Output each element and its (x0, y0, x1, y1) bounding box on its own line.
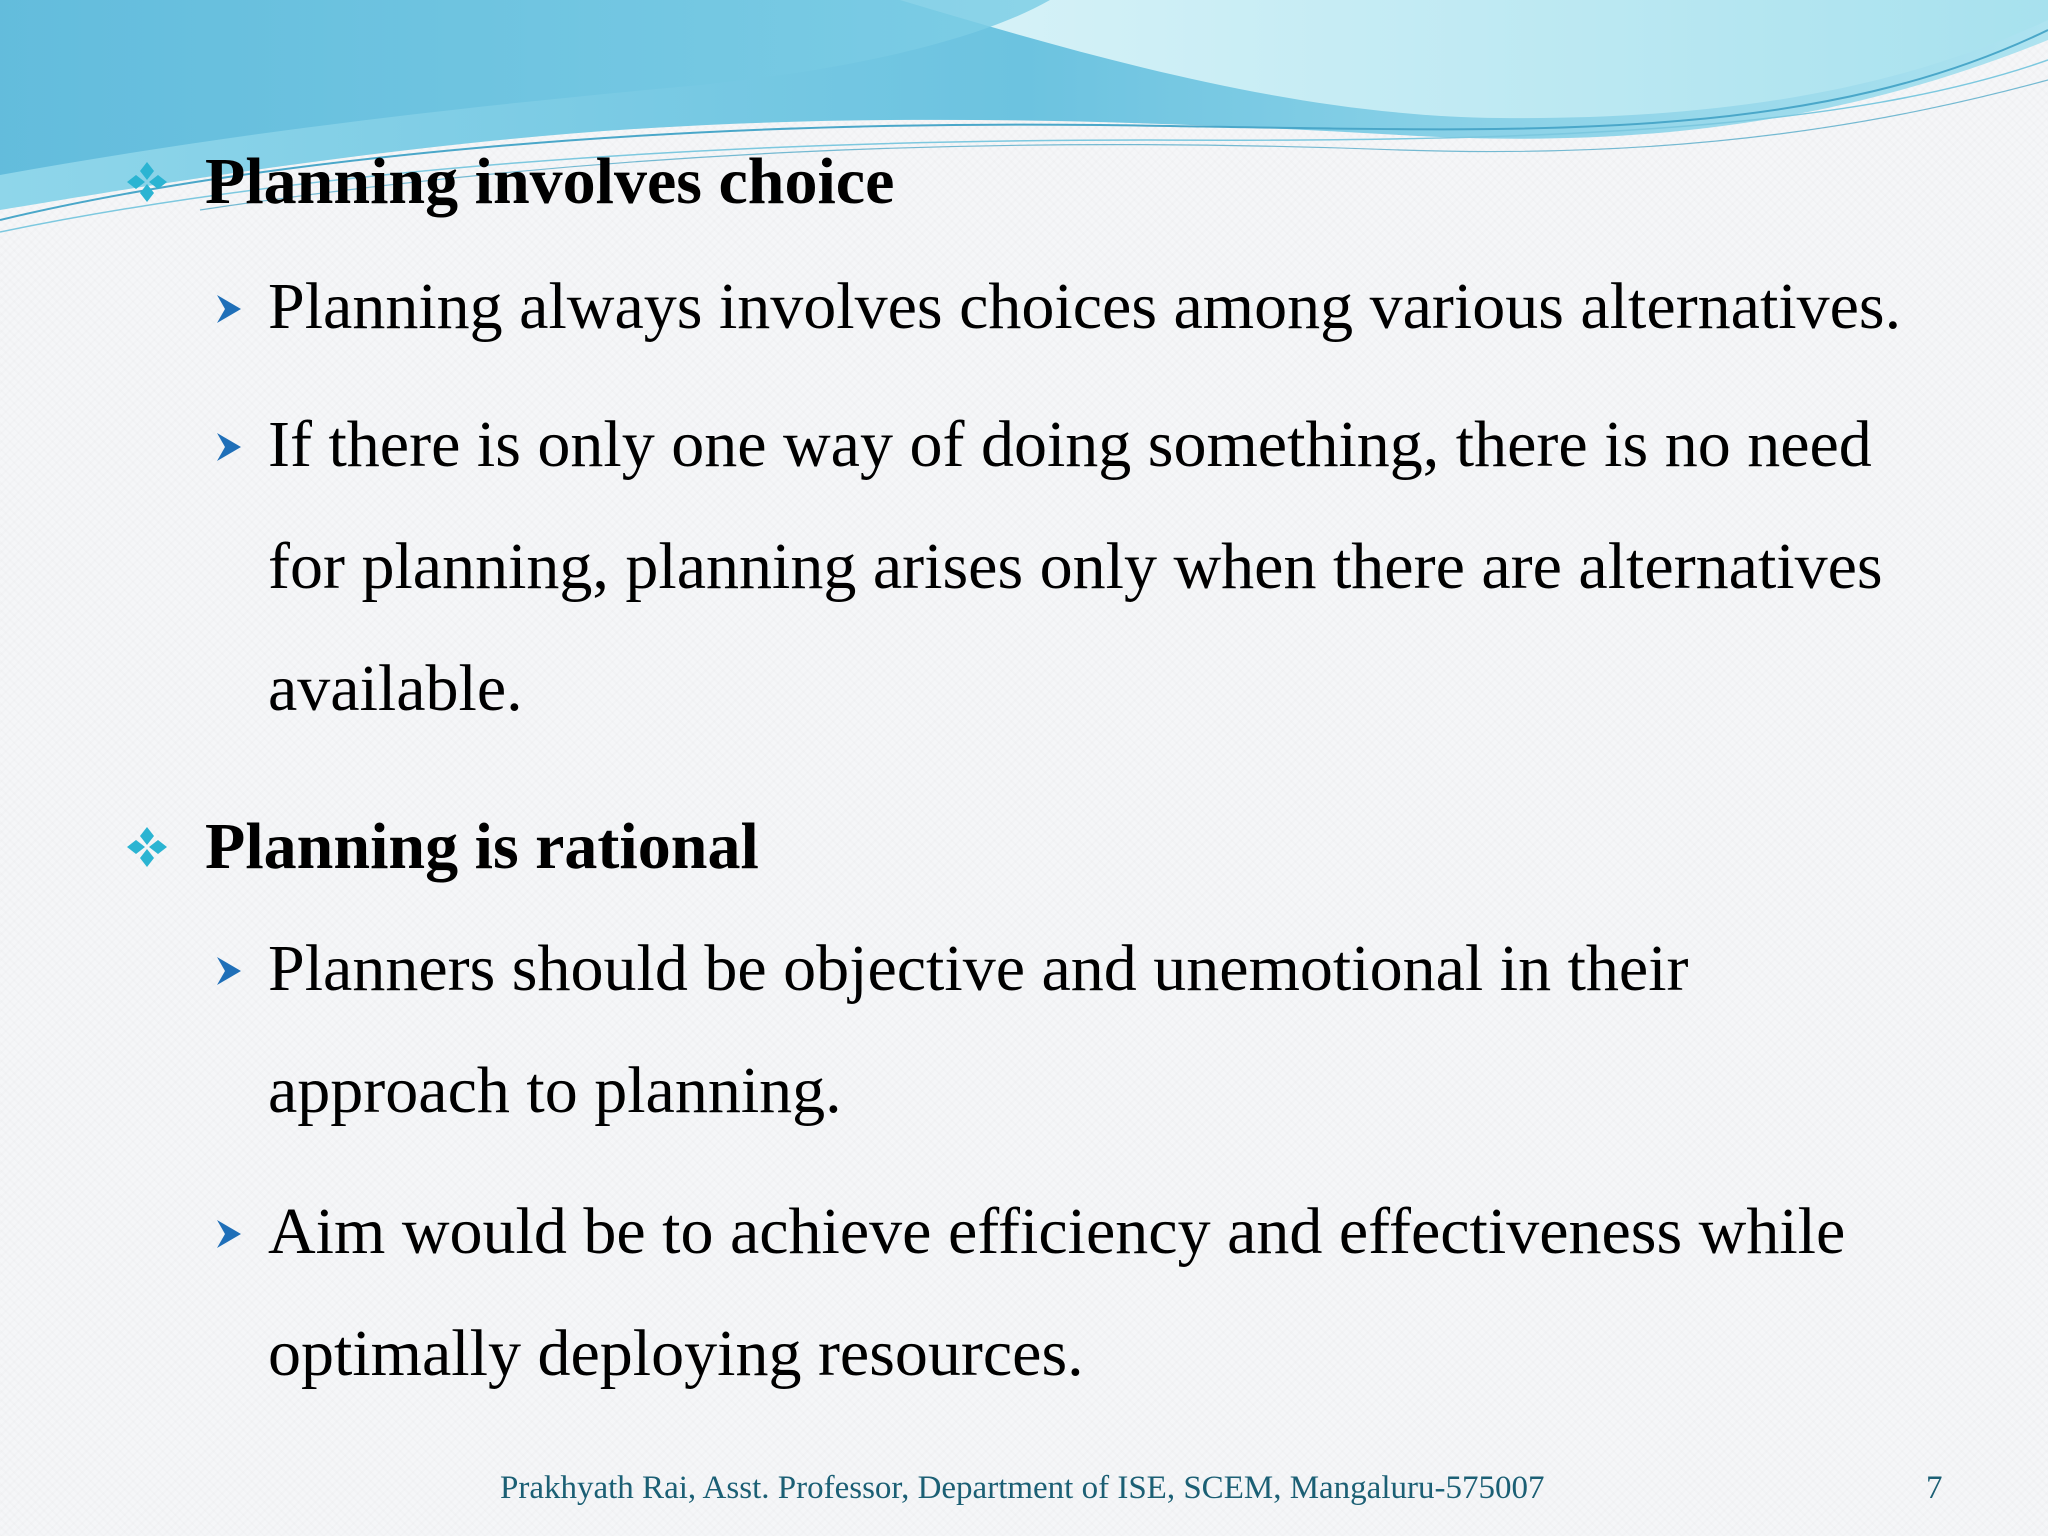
diamond-bullet-icon (125, 825, 169, 869)
text-line: If there is only one way of doing something, there is no need (268, 408, 1872, 481)
page-number: 7 (1926, 1470, 1943, 1506)
sub-point-text (268, 246, 2014, 368)
text-line: approach to planning. (268, 1054, 842, 1127)
text-line: available. (268, 652, 523, 725)
text-line: for planning, planning arises only when there are alternatives (268, 530, 1883, 603)
text-line: Planners should be objective and unemotional in their (268, 932, 1689, 1005)
sub-point (214, 1188, 2014, 1415)
arrow-bullet-icon (214, 1218, 244, 1250)
footer-credit: Prakhyath Rai, Asst. Professor, Department of ISE, SCEM, Mangaluru-575007 (500, 1470, 1545, 1506)
diamond-bullet-icon (125, 160, 169, 204)
bullet-heading-text: Planning involves choice (205, 145, 895, 218)
text-line: optimally deploying resources. (268, 1317, 1084, 1390)
arrow-bullet-icon (214, 431, 244, 463)
bullet-heading-2 (125, 807, 759, 887)
sub-point (214, 401, 2014, 750)
sub-point (214, 925, 2014, 1152)
sub-point-text (268, 1171, 2014, 1415)
arrow-bullet-icon (214, 955, 244, 987)
sub-point (214, 263, 2014, 368)
text-line: Aim would be to achieve efficiency and effectiveness while (268, 1195, 1846, 1268)
sub-point-text (268, 384, 2014, 750)
sub-point-text (268, 908, 2014, 1152)
bullet-heading-text: Planning is rational (205, 810, 759, 883)
text-line: Planning always involves choices among various alternatives. (268, 270, 1902, 343)
bullet-heading-1 (125, 142, 894, 222)
arrow-bullet-icon (214, 293, 244, 325)
